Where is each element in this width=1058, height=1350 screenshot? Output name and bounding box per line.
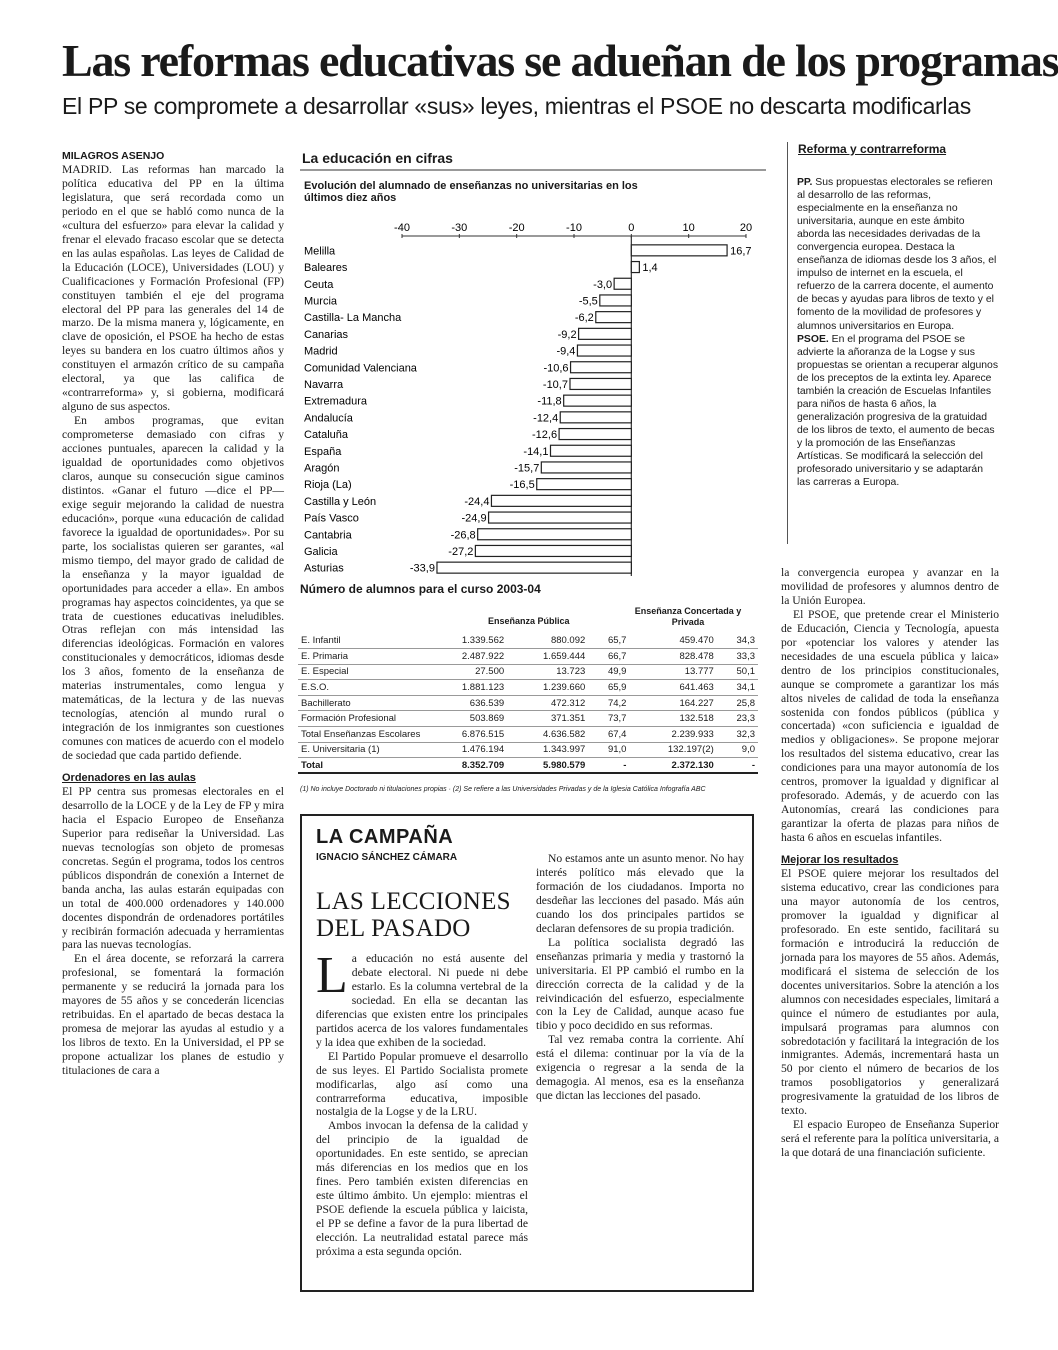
category-label: Canarias [304,328,349,341]
table-cell-total: 1.339.562 [426,633,507,649]
byline: MILAGROS ASENJO [62,150,165,162]
bar [478,529,632,540]
value-label: -24,9 [461,512,487,525]
table-cell-priv-pct: 9,0 [717,742,758,758]
category-label: País Vasco [304,512,359,525]
sidebar-pp-text: Sus propuestas electorales se refieren al desarrollo de las reformas, especialmente en la enseñanza no universitaria, aunque en este ámbito aborda las necesidades derivadas de la convergencia europea. Destaca la enseñanza de idiomas desde los 3 años, el impulso de internet en la escuela, el refuerzo de la carrera docente, el aumento de becas y ayudas para libros de texto y el fomento de la movilidad de profesores y alumnos universitarios en Europa. [797,177,997,332]
campaign-paragraph: El Partido Popular promueve el desarrollo de sus leyes. El Partido Socialista promete modificarlas, algo así como una contrarreforma educativa, imposible nostalgia de la Logse y de la LRU. [316,1049,528,1119]
bar [600,295,632,306]
article-paragraph: El espacio Europeo de Enseñanza Superior será el referente para la política universitaria, a la que dotará de una financiación suficiente. [781,1118,999,1160]
drop-cap: L [316,947,348,1004]
campaign-text: a educación no está ausente del debate electoral. Ni puede ni debe estarlo. Es la columna vertebral de la sociedad. En ella se decantan las diferencias que existen entre los principales partidos acerca de los valores fundamentales y la idea que exhiben de la sociedad. [316,952,528,1049]
table-row [298,649,758,665]
sidebar-psoe-label: PSOE. [797,333,829,345]
campaign-author: IGNACIO SÁNCHEZ CÁMARA [316,852,458,863]
table-cell-pub-pct: 49,9 [588,664,629,680]
table-cell-priv: 132.197(2) [629,742,716,758]
bar [631,262,639,273]
category-label: Aragón [304,462,340,475]
table-cell-total: 8.352.709 [426,758,507,774]
table-cell-priv-pct: 25,8 [717,695,758,711]
bar [489,512,632,523]
table-row [298,664,758,680]
campaign-title: LAS LECCIONES DEL PASADO [316,888,511,942]
table-cell-label: E. Infantil [298,633,426,649]
bar-chart [298,148,768,575]
x-tick-label: 20 [739,222,753,234]
article-paragraph: En ambos programas, que evitan comprometerse demasiado con cifras y acciones puntuales, aparecen la calidad y la igualdad de oportunidades como objetivos claros, aunque su consecución sigue caminos distintos. «Ganar el futuro —dice el PP— exige seguir mejorando la calidad de nuestra educación», porque «una educación de calidad favorece la igualdad de oportunidades». Por su parte, los socialistas quieren ser garantes, «al mismo tiempo, del mayor grado de calidad de la enseñanza y la mayor igualdad de oportunidades para acceder a ella». En ambos programas hay aspectos coincidentes, ya que se trata de cuestiones educativas ineludibles. Otras reflejan con más intensidad las diferencias ideológicas. Formación en valores constitucionales y democráticos, idiomas desde los 3 años, fomento de la enseñanza de materias instrumentales, como lengua y matemáticas, de la lectura y de las nuevas tecnologías, atención al mundo rural o integración de los inmigrantes son cuestiones comunes con matices de acuerdo con el modelo de sociedad que cada partido defiende. [62,414,284,763]
table-cell-pub: 1.239.660 [507,680,588,696]
table-row [298,633,758,649]
table-cell-pub: 1.659.444 [507,649,588,665]
table-cell-priv-pct: 50,1 [717,664,758,680]
category-label: Baleares [304,262,348,275]
category-label: Asturias [304,562,344,575]
category-label: Cantabria [304,529,352,542]
table-cell-priv: 132.518 [629,711,716,727]
value-label: -27,2 [448,545,474,558]
table-cell-priv-pct: 34,3 [717,633,758,649]
bar [614,278,631,289]
table-cell-priv: 2.372.130 [629,758,716,774]
campaign-paragraph: No estamos ante un asunto menor. No hay interés político más elevado que la formación de los ciudadanos. Importa no desdeñar las lecciones del pasado. Más aún cuando los dos principales partidos se declaran defensores de su propia tradición. [536,852,744,935]
campaign-kicker: LA CAMPAÑA [316,826,454,848]
table-cell-pub-pct: 65,9 [588,680,629,696]
bar [475,545,631,556]
article-paragraph: MADRID. Las reformas han marcado la política educativa del PP en la última legislatura, que será recordada como un periodo en el que se habló como nunca de la «cultura del esfuerzo» para elevar la calidad y frenar el elevado fracaso escolar que se detecta en las aulas españolas. Las leyes de Calidad de la Educación (LOCE), Universidades (LOU) y Cualificaciones y Formación Profesional (FP) constituyen también el eje del programa electoral del PP para las generales del 14 de marzo. De la misma manera y, lógicamente, en clave de oposición, el PSOE ha hecho de estas leyes su bandera en los cuatro últimos años y constituyen el armazón crítico de su campaña electoral, ya que las califica de «contrarreforma» y, si gobierna, modificará alguno de sus aspectos. [62,163,284,414]
table-cell-pub: 1.343.997 [507,742,588,758]
table-cell-label: Bachillerato [298,695,426,711]
x-tick-label: 10 [682,222,695,234]
category-label: Navarra [304,378,344,391]
campaign-column-2 [536,852,744,1103]
value-label: 16,7 [730,245,752,258]
category-label: Andalucía [304,412,353,425]
bar [596,312,632,323]
table-footnote: (1) No incluye Doctorado ni titulaciones propias · (2) Se refiere a las Universidades Privadas y de la Iglesia Católica Infografía ABC [300,786,706,793]
value-label: -3,0 [593,278,613,291]
category-label: Comunidad Valenciana [304,362,417,375]
value-label: -15,7 [514,462,540,475]
regional-chart [298,148,768,575]
value-label: -16,5 [509,479,535,492]
category-label: Melilla [304,245,336,258]
bar [491,495,631,506]
x-tick-label: -10 [566,222,582,234]
table-cell-pub: 4.636.582 [507,727,588,743]
category-label: Extremadura [304,395,367,408]
sidebar-pp-paragraph [797,176,998,333]
value-label: 1,4 [642,262,658,275]
category-label: España [304,445,342,458]
headline: Las reformas educativas se adueñan de los programas [62,35,1058,86]
value-label: -24,4 [464,495,490,508]
table-cell-priv-pct: 23,3 [717,711,758,727]
table-cell-total: 636.539 [426,695,507,711]
value-label: -10,7 [542,378,568,391]
table-cell-label: E. Universitaria (1) [298,742,426,758]
table-cell-pub: 371.351 [507,711,588,727]
value-label: -6,2 [574,312,594,325]
table-cell-total: 27.500 [426,664,507,680]
sidebar-pp-label: PP. [797,177,813,188]
chart-section-title: La educación en cifras [302,150,453,166]
table-cell-pub-pct: 65,7 [588,633,629,649]
bar [571,362,632,373]
bar [559,429,631,440]
x-tick-label: -40 [394,222,410,234]
value-label: -12,4 [533,412,559,425]
bar [579,328,632,339]
sidebar-box [788,142,1000,544]
table-cell-total: 6.876.515 [426,727,507,743]
table-cell-priv-pct: 32,3 [717,727,758,743]
table-cell-label: Total Enseñanzas Escolares [298,727,426,743]
category-label: Madrid [304,345,338,358]
table-group-public: Enseñanza Pública [488,616,570,626]
category-label: Rioja (La) [304,479,352,492]
category-label: Galicia [304,545,338,558]
category-label: Murcia [304,295,338,308]
bar [564,395,632,406]
table-cell-pub: 5.980.579 [507,758,588,774]
value-label: -9,4 [556,345,576,358]
table-row [298,742,758,758]
table-cell-total: 2.487.922 [426,649,507,665]
table-row [298,711,758,727]
table-row [298,695,758,711]
sidebar-title: Reforma y contrarreforma [798,142,947,156]
students-table [298,633,758,774]
bar [631,245,727,256]
table-cell-label: Total [298,758,426,774]
category-label: Castilla- La Mancha [304,312,402,325]
value-label: -10,6 [543,362,569,375]
table-total-row [298,758,758,774]
table-cell-pub-pct: - [588,758,629,774]
value-label: -9,2 [557,328,577,341]
table-cell-pub-pct: 91,0 [588,742,629,758]
table-cell-priv: 164.227 [629,695,716,711]
article-paragraph: El PP centra sus promesas electorales en el desarrollo de la LOCE y de la Ley de FP y mira hacia el Espacio Europeo de Enseñanza Superior para rediseñar la Universidad. Las nuevas tecnologías son objeto de promesas concretas. Según el programa, todos los centros públicos dispondrán de conexión a Internet de banda ancha, las aulas estarán equipadas con un total de 400.000 ordenadores y 140.000 docentes dispondrán de ordenadores portátiles y recibirán formación adecuada y herramientas para las nuevas tecnologías. [62,784,284,952]
article-column-4 [781,566,999,1160]
table-row [298,727,758,743]
campaign-paragraph: Ambos invocan la defensa de la calidad y del principio de la igualdad de oportunidades. En este sentido, se aprecian más diferencias en los medios que en los fines. Pero también existen diferencias en este último ámbito. Un ejemplo: mientras el PSOE defiende la escuela pública y laicista, el PP se define a favor de la pura libertad de elección. La neutralidad estatal parece más próxima a esta segunda opción. [316,1119,528,1259]
table-cell-priv: 828.478 [629,649,716,665]
table-cell-pub: 472.312 [507,695,588,711]
campaign-column-1 [316,947,528,1259]
article-paragraph: la convergencia europea y avanzar en la movilidad de profesores y alumnos dentro de la Unión Europea. [781,566,999,607]
table-cell-pub-pct: 73,7 [588,711,629,727]
bar [437,562,631,573]
table-cell-priv: 13.777 [629,664,716,680]
table-cell-label: E. Primaria [298,649,426,665]
campaign-paragraph: La política socialista degradó las enseñanzas primaria y media y trastornó la universitaria. El PP cambió el rumbo en la dirección correcta de la calidad y de la reivindicación del esfuerzo, especialmente con la Ley de Calidad, aunque acaso fue tibio y poco decidido en sus reformas. [536,935,744,1033]
section-subhead: Ordenadores en las aulas [62,771,196,784]
section-subhead: Mejorar los resultados [781,854,899,867]
table-cell-pub-pct: 74,2 [588,695,629,711]
table-cell-total: 503.869 [426,711,507,727]
x-tick-label: -20 [508,222,525,234]
value-label: -5,5 [578,295,598,308]
article-paragraph: El PSOE quiere mejorar los resultados del sistema educativo, crear las condiciones para una mayor autonomía de los centros, promover la igualdad y dignificar al profesorado. En este sentido, facilitará su formación e introducirá la reducción de jornada para los mayores de 55 años. Además, modificará el sistema de selección de los docentes universitarios. Sobre la atención a los alumnos con necesidades especiales, limitará a quince el número de estudiantes por aula, impulsará programas para alumnos con sobredotación y facilitará la integración de los inmigrantes. Además, incrementará hasta un 50 por ciento el número de becarios de los tramos posobligatorios y generalizará progresivamente la gratuidad de los libros de texto. [781,867,999,1118]
table-cell-priv-pct: - [717,758,758,774]
campaign-paragraph [316,947,528,1050]
table-group-private: Enseñanza Concertada y Privada [634,606,742,627]
sidebar-psoe-text: En el programa del PSOE se advierte la añoranza de la Logse y sus propuestas se orientan a recuperar algunos de los preceptos de la extinta ley. Aparece también la creación de Escuelas Infantiles para niños de hasta 6 años, la generalización progresiva de la gratuidad de los libros de texto, el aumento de becas y la promoción de las Enseñanzas Artísticas. Se modificará la selección del profesorado universitario y se adaptarán las carreras a Europa. [797,333,999,489]
table-cell-pub: 13.723 [507,664,588,680]
x-tick-label: -30 [451,222,468,234]
campaign-box [300,814,754,1292]
table-cell-label: Formación Profesional [298,711,426,727]
table-title: Número de alumnos para el curso 2003-04 [300,582,541,596]
bar [550,445,631,456]
category-label: Ceuta [304,278,334,291]
category-label: Castilla y León [304,495,377,508]
chart-title: Evolución del alumnado de enseñanzas no universitarias en los últimos diez años [304,180,638,204]
value-label: -33,9 [409,562,435,575]
table-cell-priv-pct: 33,3 [717,649,758,665]
value-label: -12,6 [532,429,558,442]
students-table-box [298,580,768,802]
bar [577,345,631,356]
table-cell-pub-pct: 67,4 [588,727,629,743]
category-label: Cataluña [304,429,349,442]
article-paragraph: El PSOE, que pretende crear el Ministerio de Educación, Ciencia y Tecnología, apuesta por «potenciar los valores y atender las necesidades de una escuela pública y laica» dentro de los principios constitucionales, aunque se compromete a garantizar los más altos niveles de calidad de toda la enseñanza sostenida con fondos públicos (pública y concertada) «con suficiencia e igualdad de medios y obligaciones». Se propone mejorar los resultados del sistema educativo, crear las condiciones para una mayor autonomía de los centros, promover la igualdad y dignificar al profesorado. Además, y de acuerdo con las Autonomías, creará las condiciones para garantizar la oferta de plazas para niños de hasta 6 años en escuelas infantiles. [781,607,999,845]
bar [541,462,631,473]
sidebar-psoe-paragraph [797,333,998,490]
campaign-paragraph: Tal vez remaba contra la corriente. Ahí está el dilema: continuar por la vía de la exigencia o regresar a la senda de la demagogia. Al menos, esa es la enseñanza que dictan las lecciones del pasado. [536,1033,744,1103]
table-cell-total: 1.476.194 [426,742,507,758]
table-row [298,680,758,696]
table-cell-priv: 641.463 [629,680,716,696]
table-cell-priv-pct: 34,1 [717,680,758,696]
value-label: -26,8 [450,529,476,542]
table-cell-total: 1.881.123 [426,680,507,696]
table-cell-priv: 2.239.933 [629,727,716,743]
table-cell-pub: 880.092 [507,633,588,649]
bar [560,412,631,423]
bar [570,378,631,389]
x-tick-label: 0 [628,222,635,234]
subheadline: El PP se compromete a desarrollar «sus» leyes, mientras el PSOE no descarta modificarlas [62,93,971,119]
table-cell-pub-pct: 66,7 [588,649,629,665]
article-paragraph: En el área docente, se reforzará la carrera profesional, se fomentará la formación permanente y se reducirá la jornada para los mayores de 55 años y se concederán licencias retribuidas. En el apartado de becas destaca la promesa de mejorar las ayudas al estudio y a los libros de texto. En la Universidad, el PP se propone actualizar los planes de estudio y titulaciones de cara a [62,952,284,1078]
value-label: -11,8 [537,395,562,408]
bar [537,479,632,490]
article-column-1 [62,150,284,1078]
table-cell-priv: 459.470 [629,633,716,649]
table-cell-label: E. Especial [298,664,426,680]
value-label: -14,1 [523,445,549,458]
table-cell-label: E.S.O. [298,680,426,696]
